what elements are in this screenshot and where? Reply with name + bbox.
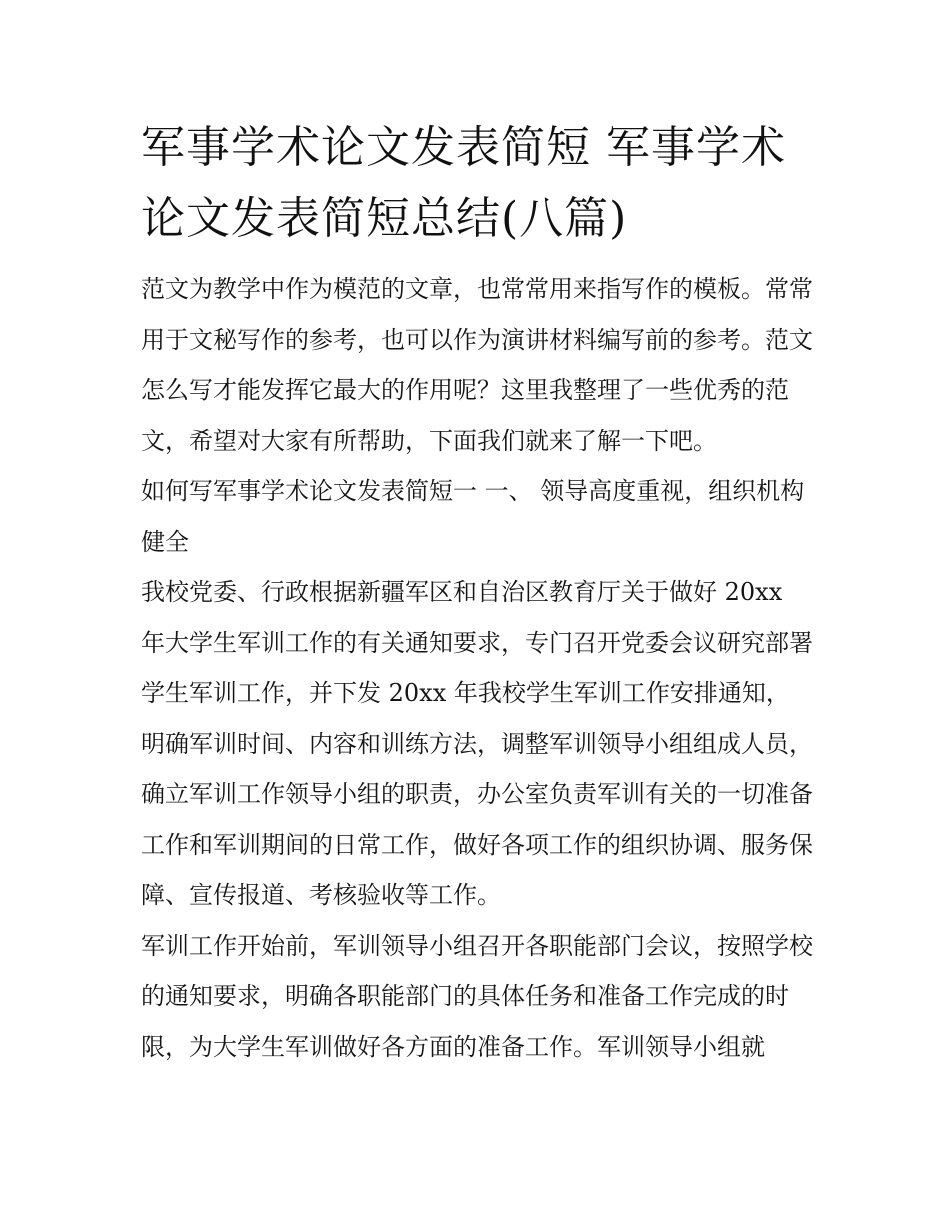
document-body <box>141 112 813 1072</box>
document-title: 军事学术论文发表简短 军事学术论文发表简短总结(八篇) <box>141 122 786 244</box>
paragraph-body-2: 军训工作开始前，军训领导小组召开各职能部门会议，按照学校的通知要求，明确各职能部门的具体任务和准备工作完成的时限，为大学生军训做好各方面的准备工作。军训领导小组就 <box>141 931 813 1061</box>
paragraph-intro: 范文为教学中作为模范的文章，也常常用来指写作的模板。常常用于文秘写作的参考，也可以作为演讲材料编写前的参考。范文怎么写才能发挥它最大的作用呢？这里我整理了一些优秀的范文，希望对大家有所帮助，下面我们就来了解一下吧。 <box>141 275 813 455</box>
paragraph-body-1: 我校党委、行政根据新疆军区和自治区教育厅关于做好 20xx 年大学生军训工作的有关通知要求，专门召开党委会议研究部署学生军训工作，并下发 20xx 年我校学生军训工作安排通知，明确军训时间、内容和训练方法，调整军训领导小组组成人员，确立军训工作领导小组的职责，办公室负责军训有关的一切准备工作和军训期间的日常工作，做好各项工作的组织协调、服务保障、宣传报道、考核验收等工作。 <box>141 578 813 909</box>
paragraph-section-heading: 如何写军事学术论文发表简短一 一、 领导高度重视，组织机构健全 <box>141 477 805 556</box>
